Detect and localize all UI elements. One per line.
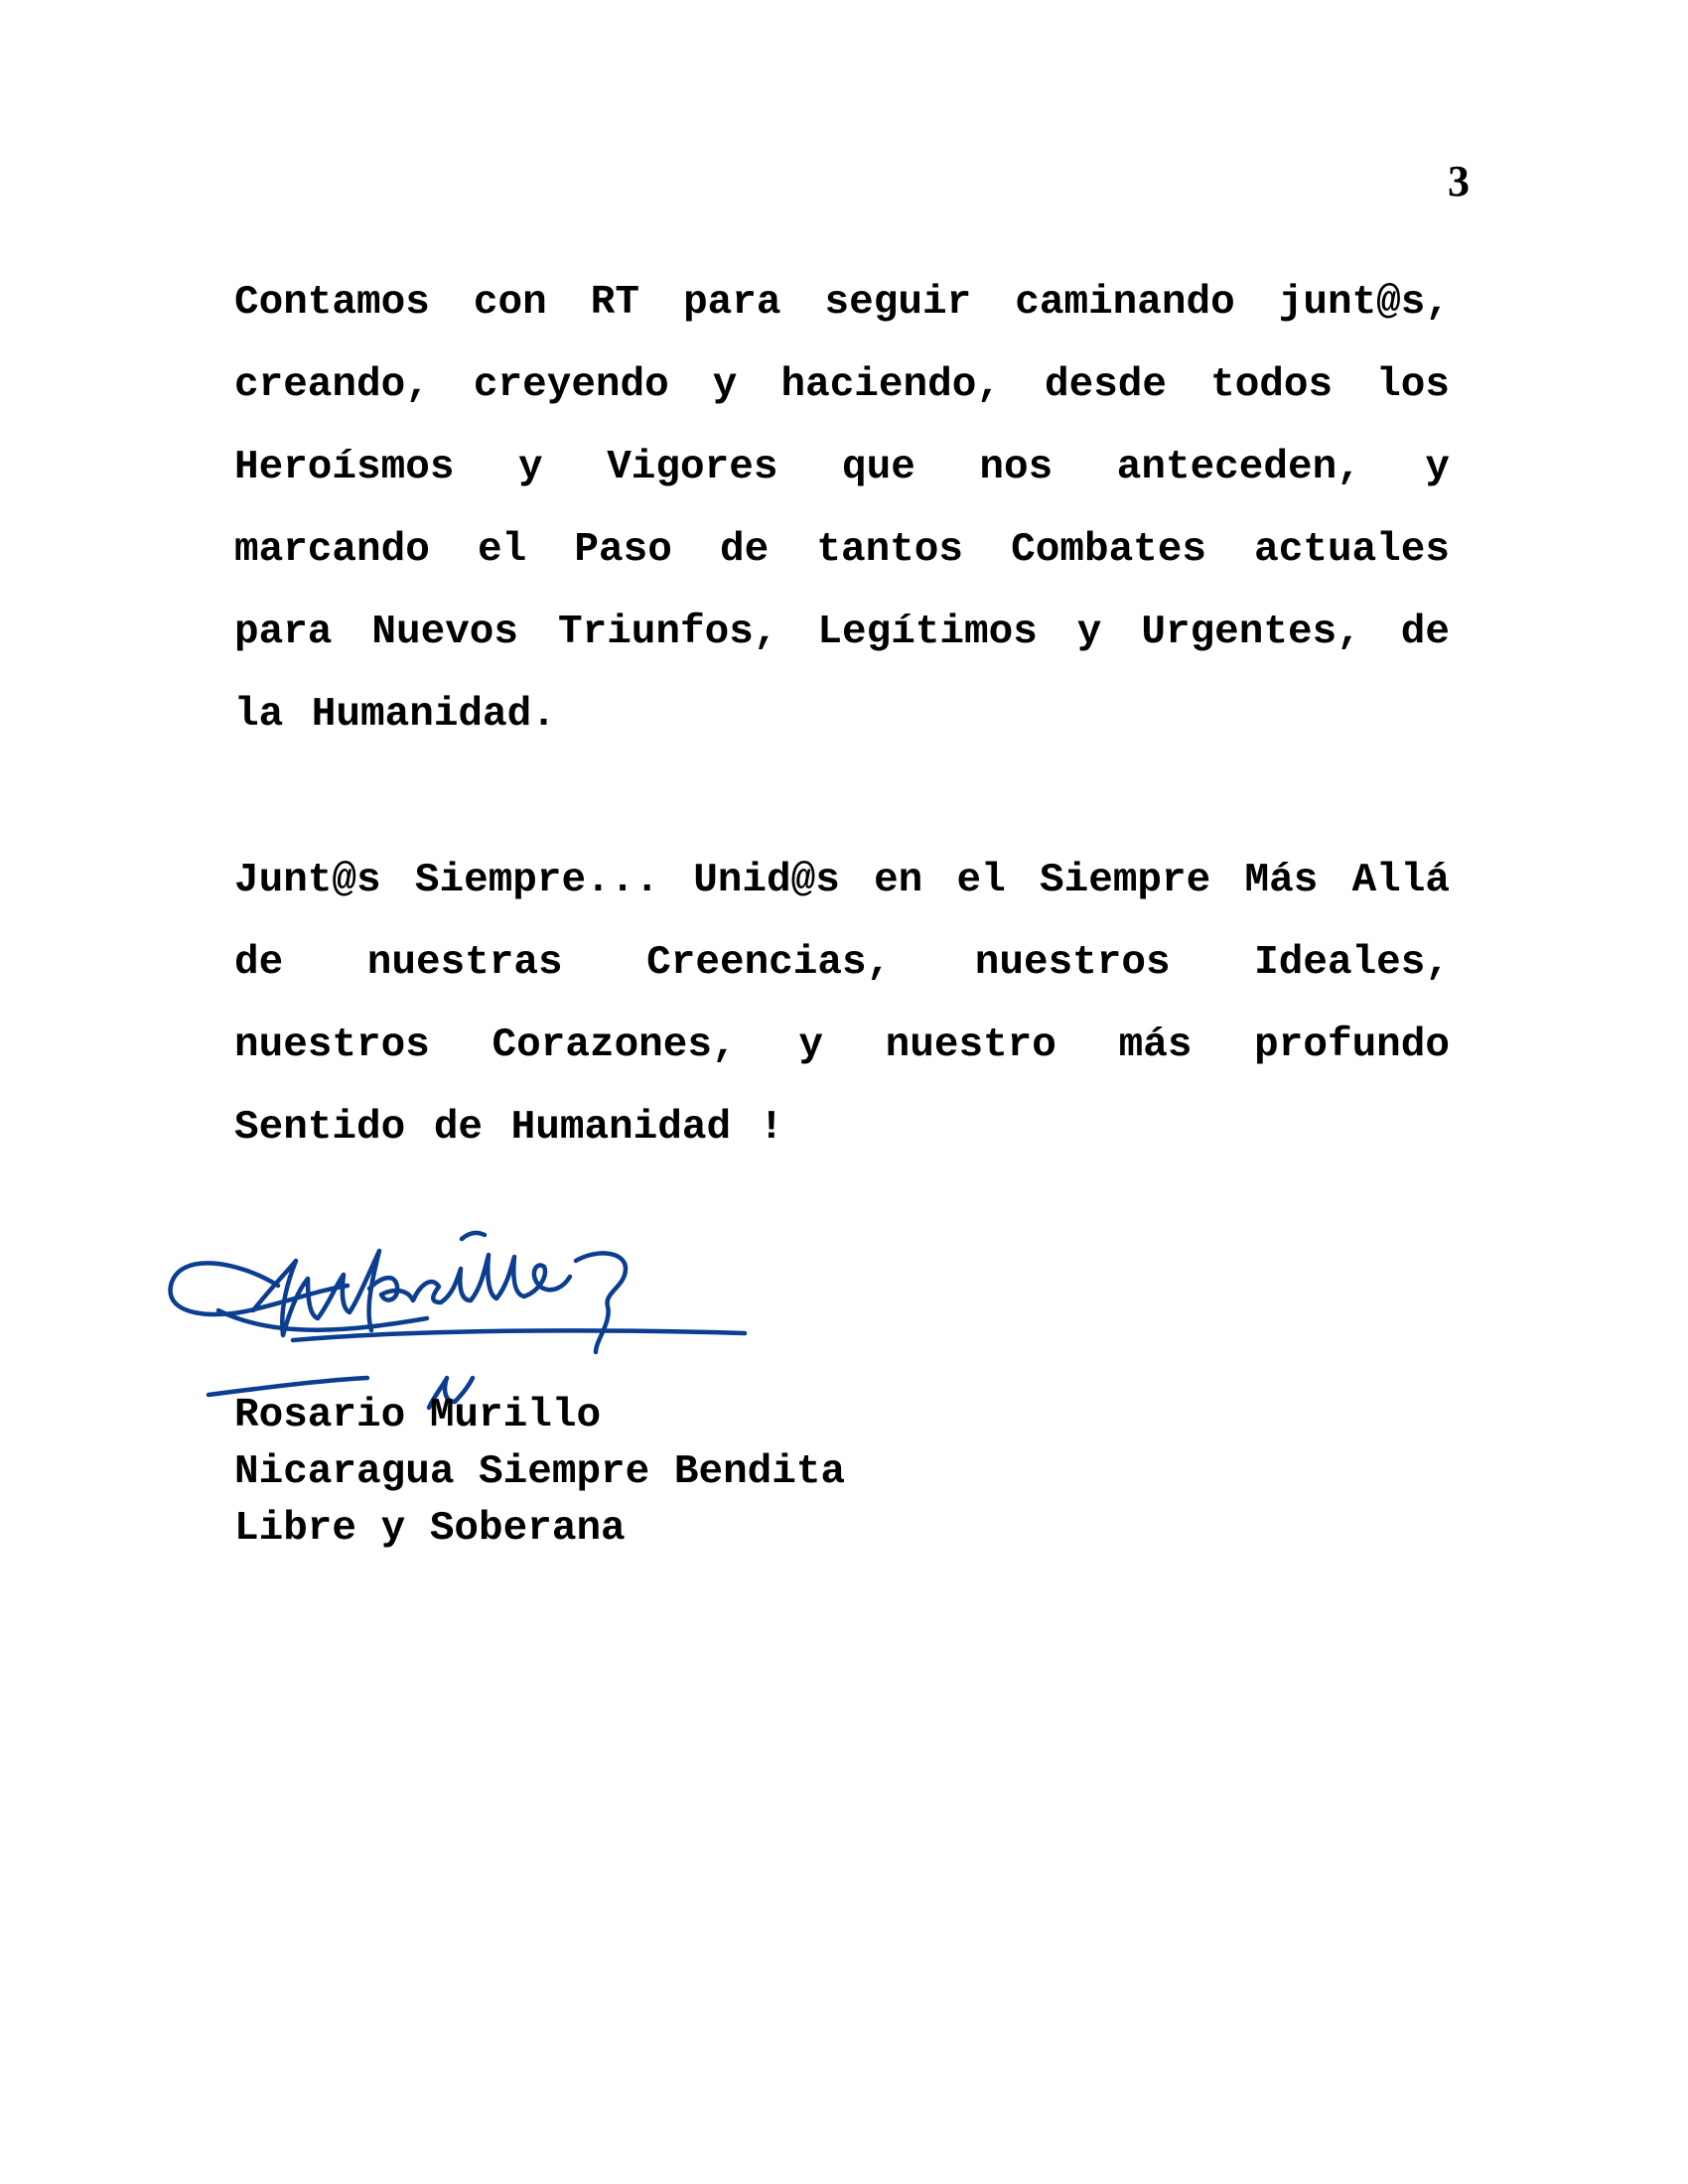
signature-stroke: [369, 1255, 570, 1302]
signature-stroke: [576, 1253, 626, 1352]
body-paragraph-1: Contamos con RT para seguir caminando junt@s, creando, creyendo y haciendo, desde todos los Heroísmos y Vigores que nos anteceden, y marcando el Paso de tantos Combates actuales para Nuevos Triunfos, Legítimos y Urgentes, de la Humanidad.: [234, 280, 1450, 738]
signature-stroke: [462, 1233, 485, 1239]
body-paragraph-2: Junt@s Siempre... Unid@s en el Siempre Más Allá de nuestras Creencias, nuestros Ideales, nuestros Corazones, y nuestro más profundo Sentido de Humanidad !: [234, 858, 1450, 1151]
closing-line-2: Nicaragua Siempre Bendita: [234, 1449, 846, 1495]
closing-block: [234, 1388, 1128, 1558]
signatory-name: Rosario Murillo: [234, 1393, 602, 1438]
page-number: 3: [1448, 157, 1470, 205]
closing-line-3: Libre y Soberana: [234, 1506, 626, 1552]
signature-stroke: [293, 1330, 745, 1340]
